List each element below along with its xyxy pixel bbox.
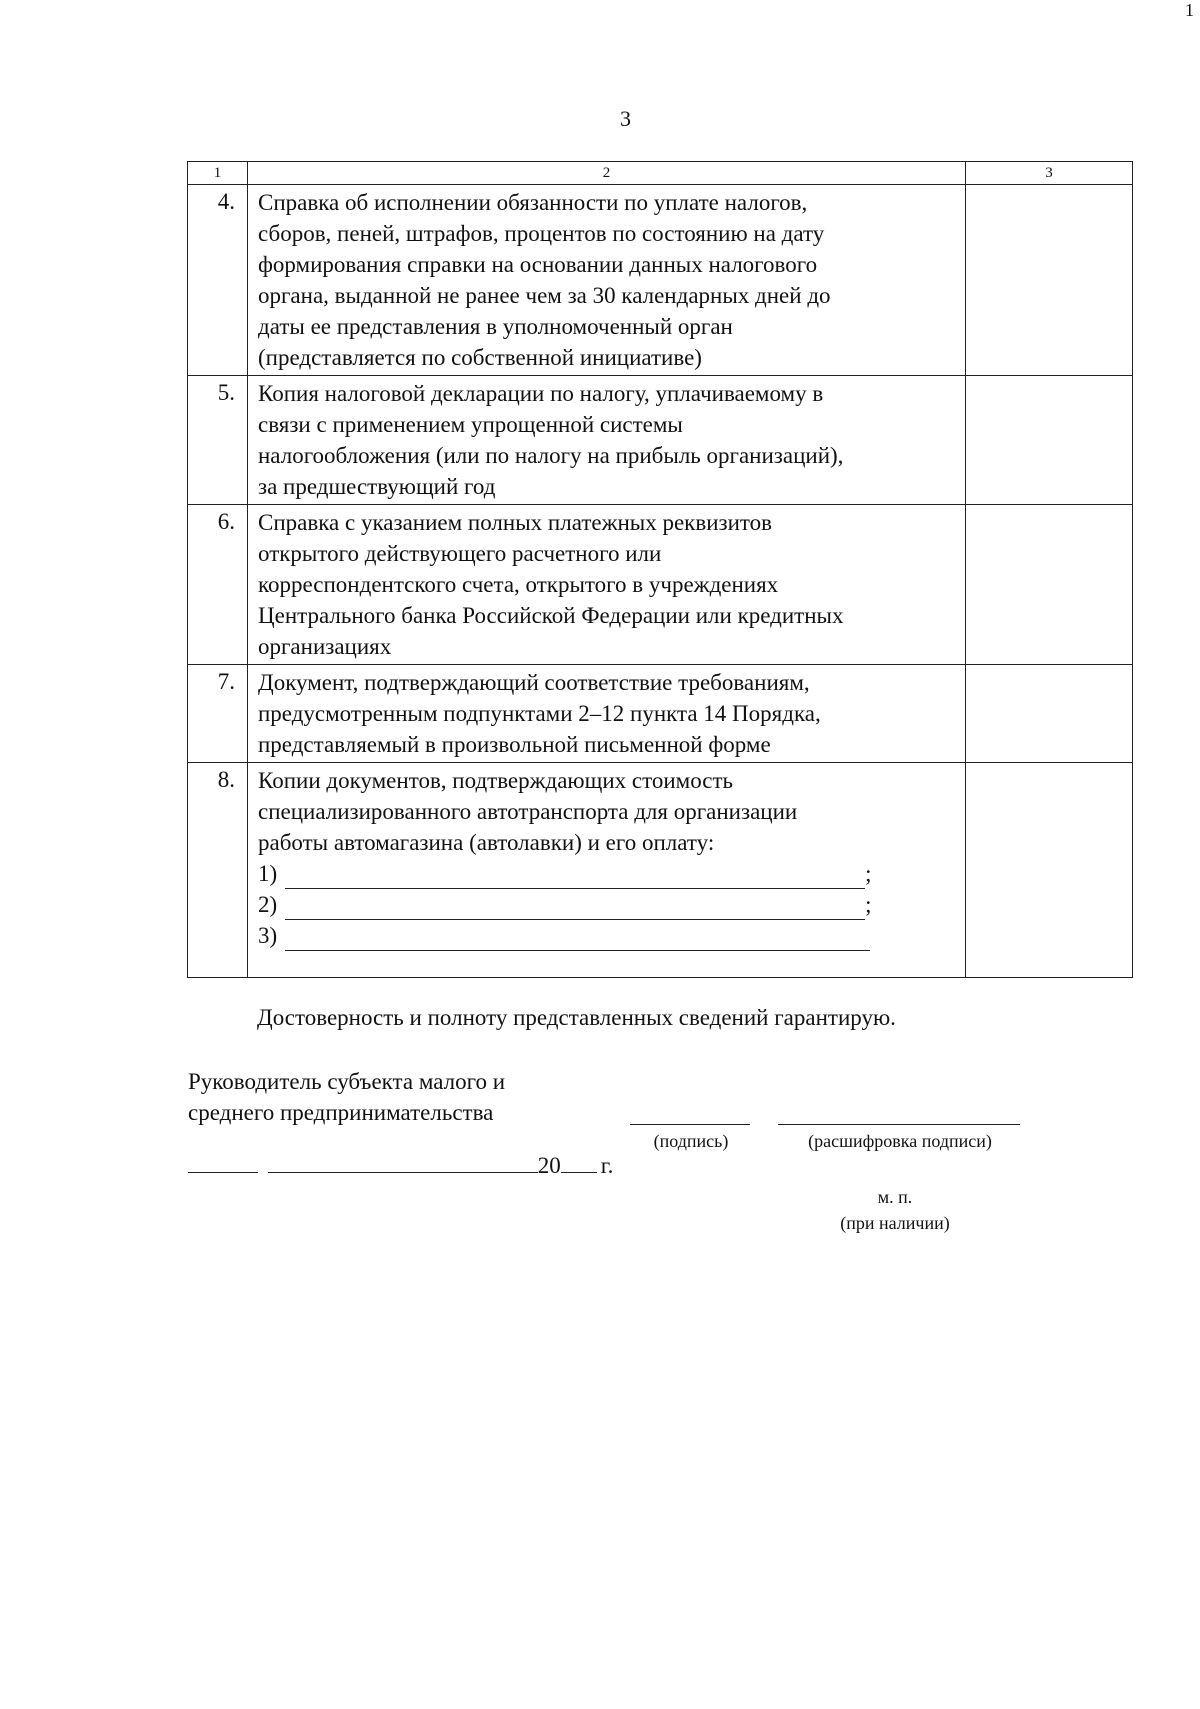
header-cell-2: 2: [248, 162, 966, 185]
document-item-row: [258, 920, 957, 951]
description-line: организациях: [258, 634, 392, 659]
document-item-row: [258, 858, 957, 889]
table-row: [188, 185, 1133, 376]
date-suffix: г.: [600, 1153, 614, 1178]
table-row: [188, 763, 1133, 978]
row-description: [248, 376, 966, 505]
header-cell-3: 3: [966, 162, 1133, 185]
description-line: органа, выданной не ранее чем за 30 календарных дней до: [258, 283, 831, 308]
item-label: 2): [258, 892, 278, 917]
description-line: представляемый в произвольной письменной форме: [258, 732, 771, 757]
signature-caption: (подпись): [653, 1131, 729, 1151]
date-month-blank[interactable]: [268, 1148, 538, 1173]
row-description: [248, 665, 966, 763]
row-mark-cell[interactable]: [966, 665, 1133, 763]
item-end: ;: [865, 892, 872, 917]
table-row: [188, 376, 1133, 505]
description-line: Документ, подтверждающий соответствие требованиям,: [258, 670, 810, 695]
item-fill-line[interactable]: [285, 866, 865, 889]
row-number: 5.: [188, 376, 248, 505]
date-year-blank[interactable]: [561, 1148, 597, 1173]
description-line: формирования справки на основании данных налогового: [258, 252, 818, 277]
description-line: за предшествующий год: [258, 474, 496, 499]
row-number: 4.: [188, 185, 248, 376]
description-line: сборов, пеней, штрафов, процентов по состоянию на дату: [258, 221, 825, 246]
date-row: [188, 1148, 613, 1181]
guarantee-statement: Достоверность и полноту представленных сведений гарантирую.: [257, 1005, 896, 1030]
documents-table: [187, 161, 1133, 978]
row-number: 6.: [188, 505, 248, 665]
table-header-row: [188, 162, 1133, 185]
signer-title: [188, 1066, 505, 1128]
row-description: [248, 763, 966, 978]
row-number: 7.: [188, 665, 248, 763]
signature-decode-caption: (расшифровка подписи): [808, 1131, 992, 1151]
description-line: предусмотренным подпунктами 2–12 пункта 14 Порядка,: [258, 701, 821, 726]
stamp-note: [800, 1184, 990, 1236]
date-year-prefix: 20: [537, 1153, 561, 1178]
description-line: Копия налоговой декларации по налогу, уплачиваемому в: [258, 381, 824, 406]
signer-title-line: Руководитель субъекта малого и: [188, 1069, 506, 1094]
row-number: 8.: [188, 763, 248, 978]
description-line: открытого действующего расчетного или: [258, 541, 662, 566]
table-row: [188, 505, 1133, 665]
row-mark-cell[interactable]: [966, 376, 1133, 505]
description-line: налогообложения (или по налогу на прибыль организаций),: [258, 443, 844, 468]
item-label: 3): [258, 923, 278, 948]
item-end: ;: [865, 861, 872, 886]
signature-line[interactable]: [630, 1124, 750, 1125]
description-line: Центрального банка Российской Федерации или кредитных: [258, 603, 844, 628]
document-item-row: [258, 889, 957, 920]
description-line: даты ее представления в уполномоченный орган: [258, 314, 733, 339]
row-description: [248, 185, 966, 376]
item-label: 1): [258, 861, 278, 886]
row-mark-cell[interactable]: [966, 505, 1133, 665]
description-line: специализированного автотранспорта для организации: [258, 799, 798, 824]
row-mark-cell[interactable]: [966, 763, 1133, 978]
stamp-line: (при наличии): [840, 1213, 950, 1233]
header-cell-1: 1: [188, 162, 248, 185]
description-line: корреспондентского счета, открытого в учреждениях: [258, 572, 779, 597]
date-day-blank[interactable]: [188, 1148, 258, 1173]
item-fill-line[interactable]: [285, 897, 865, 920]
signer-title-line: среднего предпринимательства: [188, 1100, 494, 1125]
item-fill-line[interactable]: [285, 928, 870, 951]
description-line: Справка с указанием полных платежных реквизитов: [258, 510, 773, 535]
row-description: [248, 505, 966, 665]
row-mark-cell[interactable]: [966, 185, 1133, 376]
description-line: Копии документов, подтверждающих стоимость: [258, 768, 734, 793]
description-line: (представляется по собственной инициативе): [258, 345, 702, 370]
signature-decode-line[interactable]: [778, 1124, 1020, 1125]
description-line: работы автомагазина (автолавки) и его оплату:: [258, 830, 715, 855]
stamp-line: м. п.: [877, 1187, 913, 1207]
table-row: [188, 665, 1133, 763]
corner-mark: 1: [1185, 0, 1194, 20]
page-number: 3: [620, 106, 631, 131]
description-line: Справка об исполнении обязанности по уплате налогов,: [258, 190, 808, 215]
description-line: связи с применением упрощенной системы: [258, 412, 683, 437]
